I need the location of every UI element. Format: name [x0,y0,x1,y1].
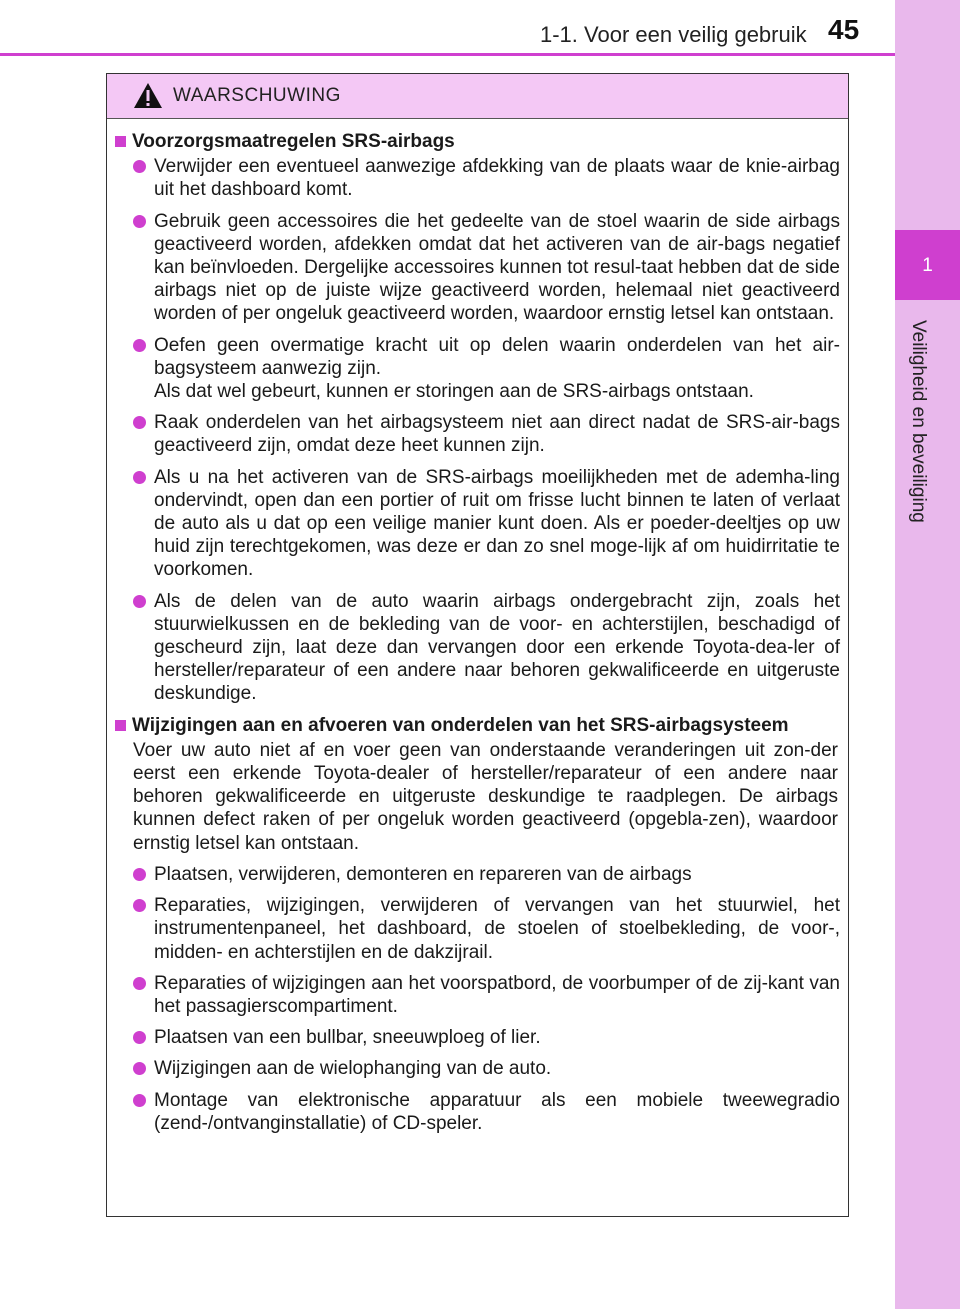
bullet-icon [133,1031,146,1044]
section-title: Wijzigingen aan en afvoeren van onderdelen van het SRS-airbagsysteem [132,714,789,736]
side-tab-band [895,0,960,1309]
bullet-icon [133,339,146,352]
list-item [107,972,848,1018]
warning-header [107,74,848,119]
section-heading [107,130,848,153]
list-item-text: Gebruik geen accessoires die het gedeelte van de stoel waarin de side airbags geactiveerd worden, afdekken omdat dat het activeren van de air-bags negatief kan beïnvloeden. Dergelijke accessoires kunnen tot resul-taat hebben dat de side airbags niet op de juiste wijze geactiveerd worden, helemaal niet geactiveerd worden of per ongeluk geactiveerd worden, waardoor ernstig letsel kan ontstaan. [154,210,840,325]
square-bullet-icon [115,720,126,731]
list-item [107,155,848,201]
bullet-icon [133,471,146,484]
list-item [107,466,848,582]
list-item [107,334,848,404]
bullet-icon [133,1094,146,1107]
list-item [107,894,848,964]
warning-box [106,73,849,1217]
list-item [107,863,848,886]
bullet-icon [133,160,146,173]
header-rule [0,53,895,56]
list-item [107,590,848,706]
warning-triangle-icon [133,82,163,114]
list-item [107,1026,848,1049]
list-item-text: Als de delen van de auto waarin airbags ondergebracht zijn, zoals het stuurwielkussen en de bekleding van de voor- en achterstijlen, beschadigd of gescheurd zijn, laat deze dan vervangen door een erkende Toyota-dea-ler of hersteller/reparateur of een andere naar behoren gekwalificeerde en uitgeruste deskundige. [154,590,840,705]
bullet-icon [133,595,146,608]
bullet-icon [133,215,146,228]
list-item-text: Reparaties, wijzigingen, verwijderen of vervangen van het stuurwiel, het instrumentenpaneel, het dashboard, de stoelen of stoelbekleding, de voor-, midden- en achterstijlen en de dakzijrail. [154,895,840,963]
section-title: Voorzorgsmaatregelen SRS-airbags [132,131,455,152]
list-item-text: Verwijder een eventueel aanwezige afdekking van de plaats waar de knie-airbag uit het dashboard komt. [154,156,840,201]
chapter-label: Veiligheid en beveiliging [908,320,929,523]
list-item-text: Montage van elektronische apparatuur als een mobiele tweewegradio (zend-/ontvanginstallatie) of CD-speler. [154,1089,840,1134]
list-item-text-extra: Als dat wel gebeurt, kunnen er storingen aan de SRS-airbags ontstaan. [154,381,754,403]
square-bullet-icon [115,136,126,147]
bullet-icon [133,899,146,912]
list-item-text: Wijzigingen aan de wielophanging van de auto. [154,1058,552,1080]
list-item [107,210,848,326]
bullet-icon [133,868,146,881]
warning-body [107,130,848,1143]
list-item-text: Oefen geen overmatige kracht uit op delen waarin onderdelen van het air-bagsysteem aanwezig zijn. [154,334,840,379]
page-number: 45 [828,14,860,45]
list-item-text: Reparaties of wijzigingen aan het voorspatbord, de voorbumper of de zij-kant van het passagierscompartiment. [154,972,840,1017]
bullet-icon [133,977,146,990]
list-item-text: Raak onderdelen van het airbagsysteem niet aan direct nadat de SRS-air-bags geactiveerd zijn, omdat deze heet kunnen zijn. [154,412,840,457]
chapter-number: 1 [922,255,933,276]
list-item-text: Plaatsen, verwijderen, demonteren en repareren van de airbags [154,863,692,885]
bullet-icon [133,1062,146,1075]
bullet-icon [133,416,146,429]
list-item-text: Als u na het activeren van de SRS-airbags moeilijkheden met de ademha-ling ondervindt, open dan een portier of ruit om frisse lucht binnen te laten of verlaat de auto als u dat op een veilige manier kunt doen. Als er poeder-deeltjes op uw huid zijn terechtgekomen, was deze er dan zo snel moge-lijk af om huidirritatie te voorkomen. [154,466,840,581]
list-item-text: Plaatsen van een bullbar, sneeuwploeg of lier. [154,1027,541,1049]
section-intro: Voer uw auto niet af en voer geen van onderstaande veranderingen uit zon-der eerst een erkende Toyota-dealer of hersteller/reparateur of een andere naar behoren gekwalificeerde en uitgeruste deskundige te raadplegen. De airbags kunnen defect raken of per ongeluk worden geactiveerd (opgebla-zen), waardoor ernstig letsel kan ontstaan. [133,739,838,854]
section-heading [107,714,848,737]
list-item [107,1089,848,1135]
list-item [107,411,848,457]
chapter-title: 1-1. Voor een veilig gebruik [540,22,807,47]
warning-title: WAARSCHUWING [173,85,341,106]
list-item [107,1057,848,1080]
